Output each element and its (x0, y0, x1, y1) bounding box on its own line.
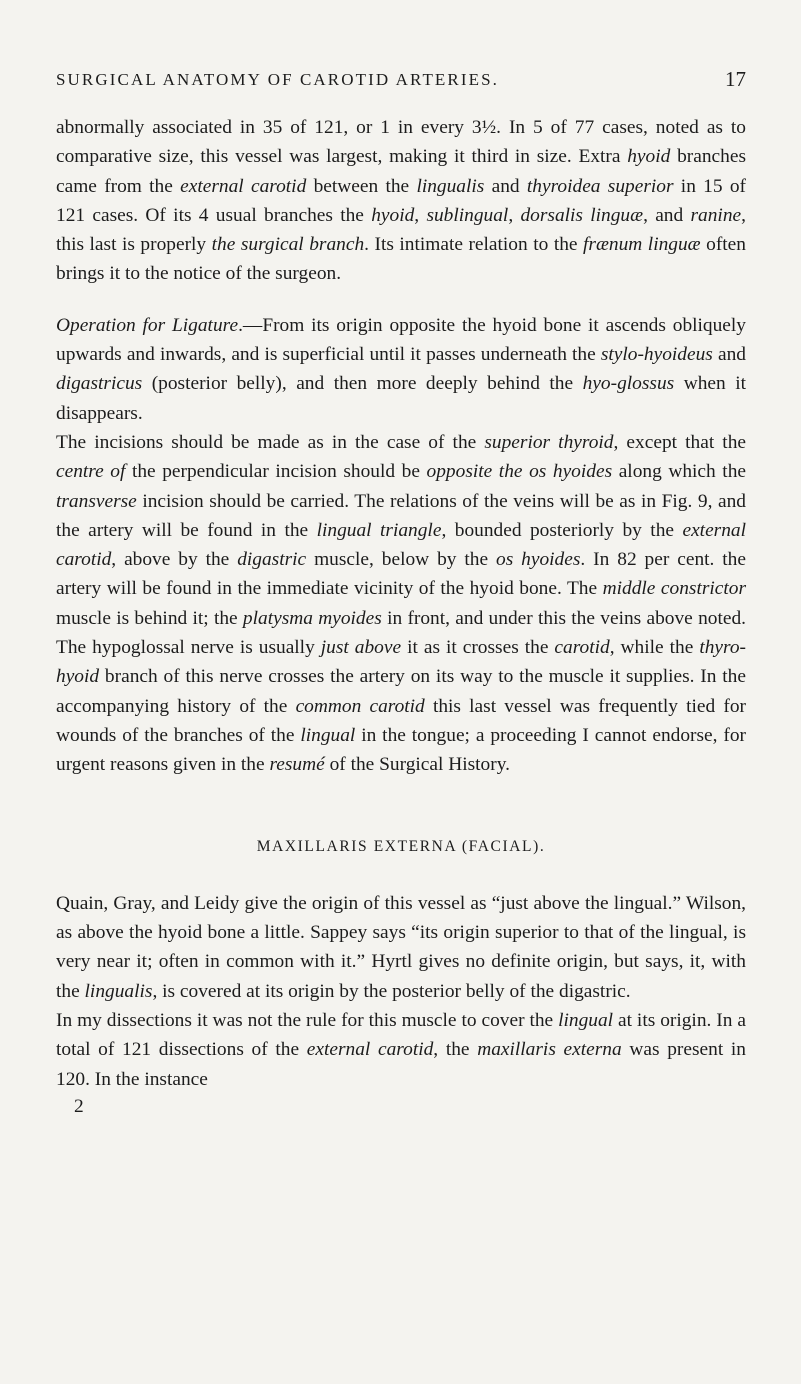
page-number: 17 (725, 67, 746, 91)
running-header (56, 67, 746, 91)
paragraph-lingual-branches: abnormally associated in 35 of 121, or 1 in every 3½. In 5 of 77 cases, noted as to comparative size, this vessel was largest, making it third in size. Extra hyoid branches came from the external carotid between the lingualis and thyroidea superior in 15 of 121 cases. Of its 4 usual branches the hyoid, sublingual, dorsalis linguæ, and ranine, this last is properly the surgical branch. Its intimate relation to the frænum linguæ often brings it to the notice of the surgeon. (56, 117, 747, 285)
signature-mark: 2 (74, 1095, 84, 1117)
paragraph-dissections: In my dissections it was not the rule for this muscle to cover the lingual at its origin. In a total of 121 dissections of the external carotid, the maxillaris externa was present in 120. In the instance (56, 1010, 747, 1090)
body-text (56, 113, 746, 1120)
section-heading: MAXILLARIS EXTERNA (FACIAL). (256, 837, 546, 855)
paragraph-operation-ligature: Operation for Ligature.—From its origin opposite the hyoid bone it ascends obliquely upwards and inwards, and is superficial until it passes underneath the stylo-hyoideus and digastricus (posterior belly), and then more deeply behind the hyo-glossus when it disappears. (56, 314, 746, 424)
paragraph-origin-authorities: Quain, Gray, and Leidy give the origin of this vessel as “just above the lingual.” Wilson, as above the hyoid bone a little. Sappey says “its origin superior to that of the lingual, is very near it; often in common with it.” Hyrtl gives no definite origin, but says, it, with the lingualis, is covered at its origin by the posterior belly of the digastric. (56, 892, 746, 1002)
running-title: SURGICAL ANATOMY OF CAROTID ARTERIES. (56, 70, 500, 89)
paragraph-incisions: The incisions should be made as in the case of the superior thyroid, except that the centre of the perpendicular incision should be opposite the os hyoides along which the transverse incision should be carried. The relations of the veins will be as in Fig. 9, and the artery will be found in the lingual triangle, bounded posteriorly by the external carotid, above by the digastric muscle, below by the os hyoides. In 82 per cent. the artery will be found in the immediate vicinity of the hyoid bone. The middle constrictor muscle is behind it; the platysma myoides in front, and under this the veins above noted. The hypoglossal nerve is usually just above it as it crosses the carotid, while the thyro-hyoid branch of this nerve crosses the artery on its way to the muscle it supplies. In the accompanying history of the common carotid this last vessel was frequently tied for wounds of the branches of the lingual in the tongue; a proceeding I cannot endorse, for urgent reasons given in the resumé of the Surgical History. (56, 431, 747, 776)
